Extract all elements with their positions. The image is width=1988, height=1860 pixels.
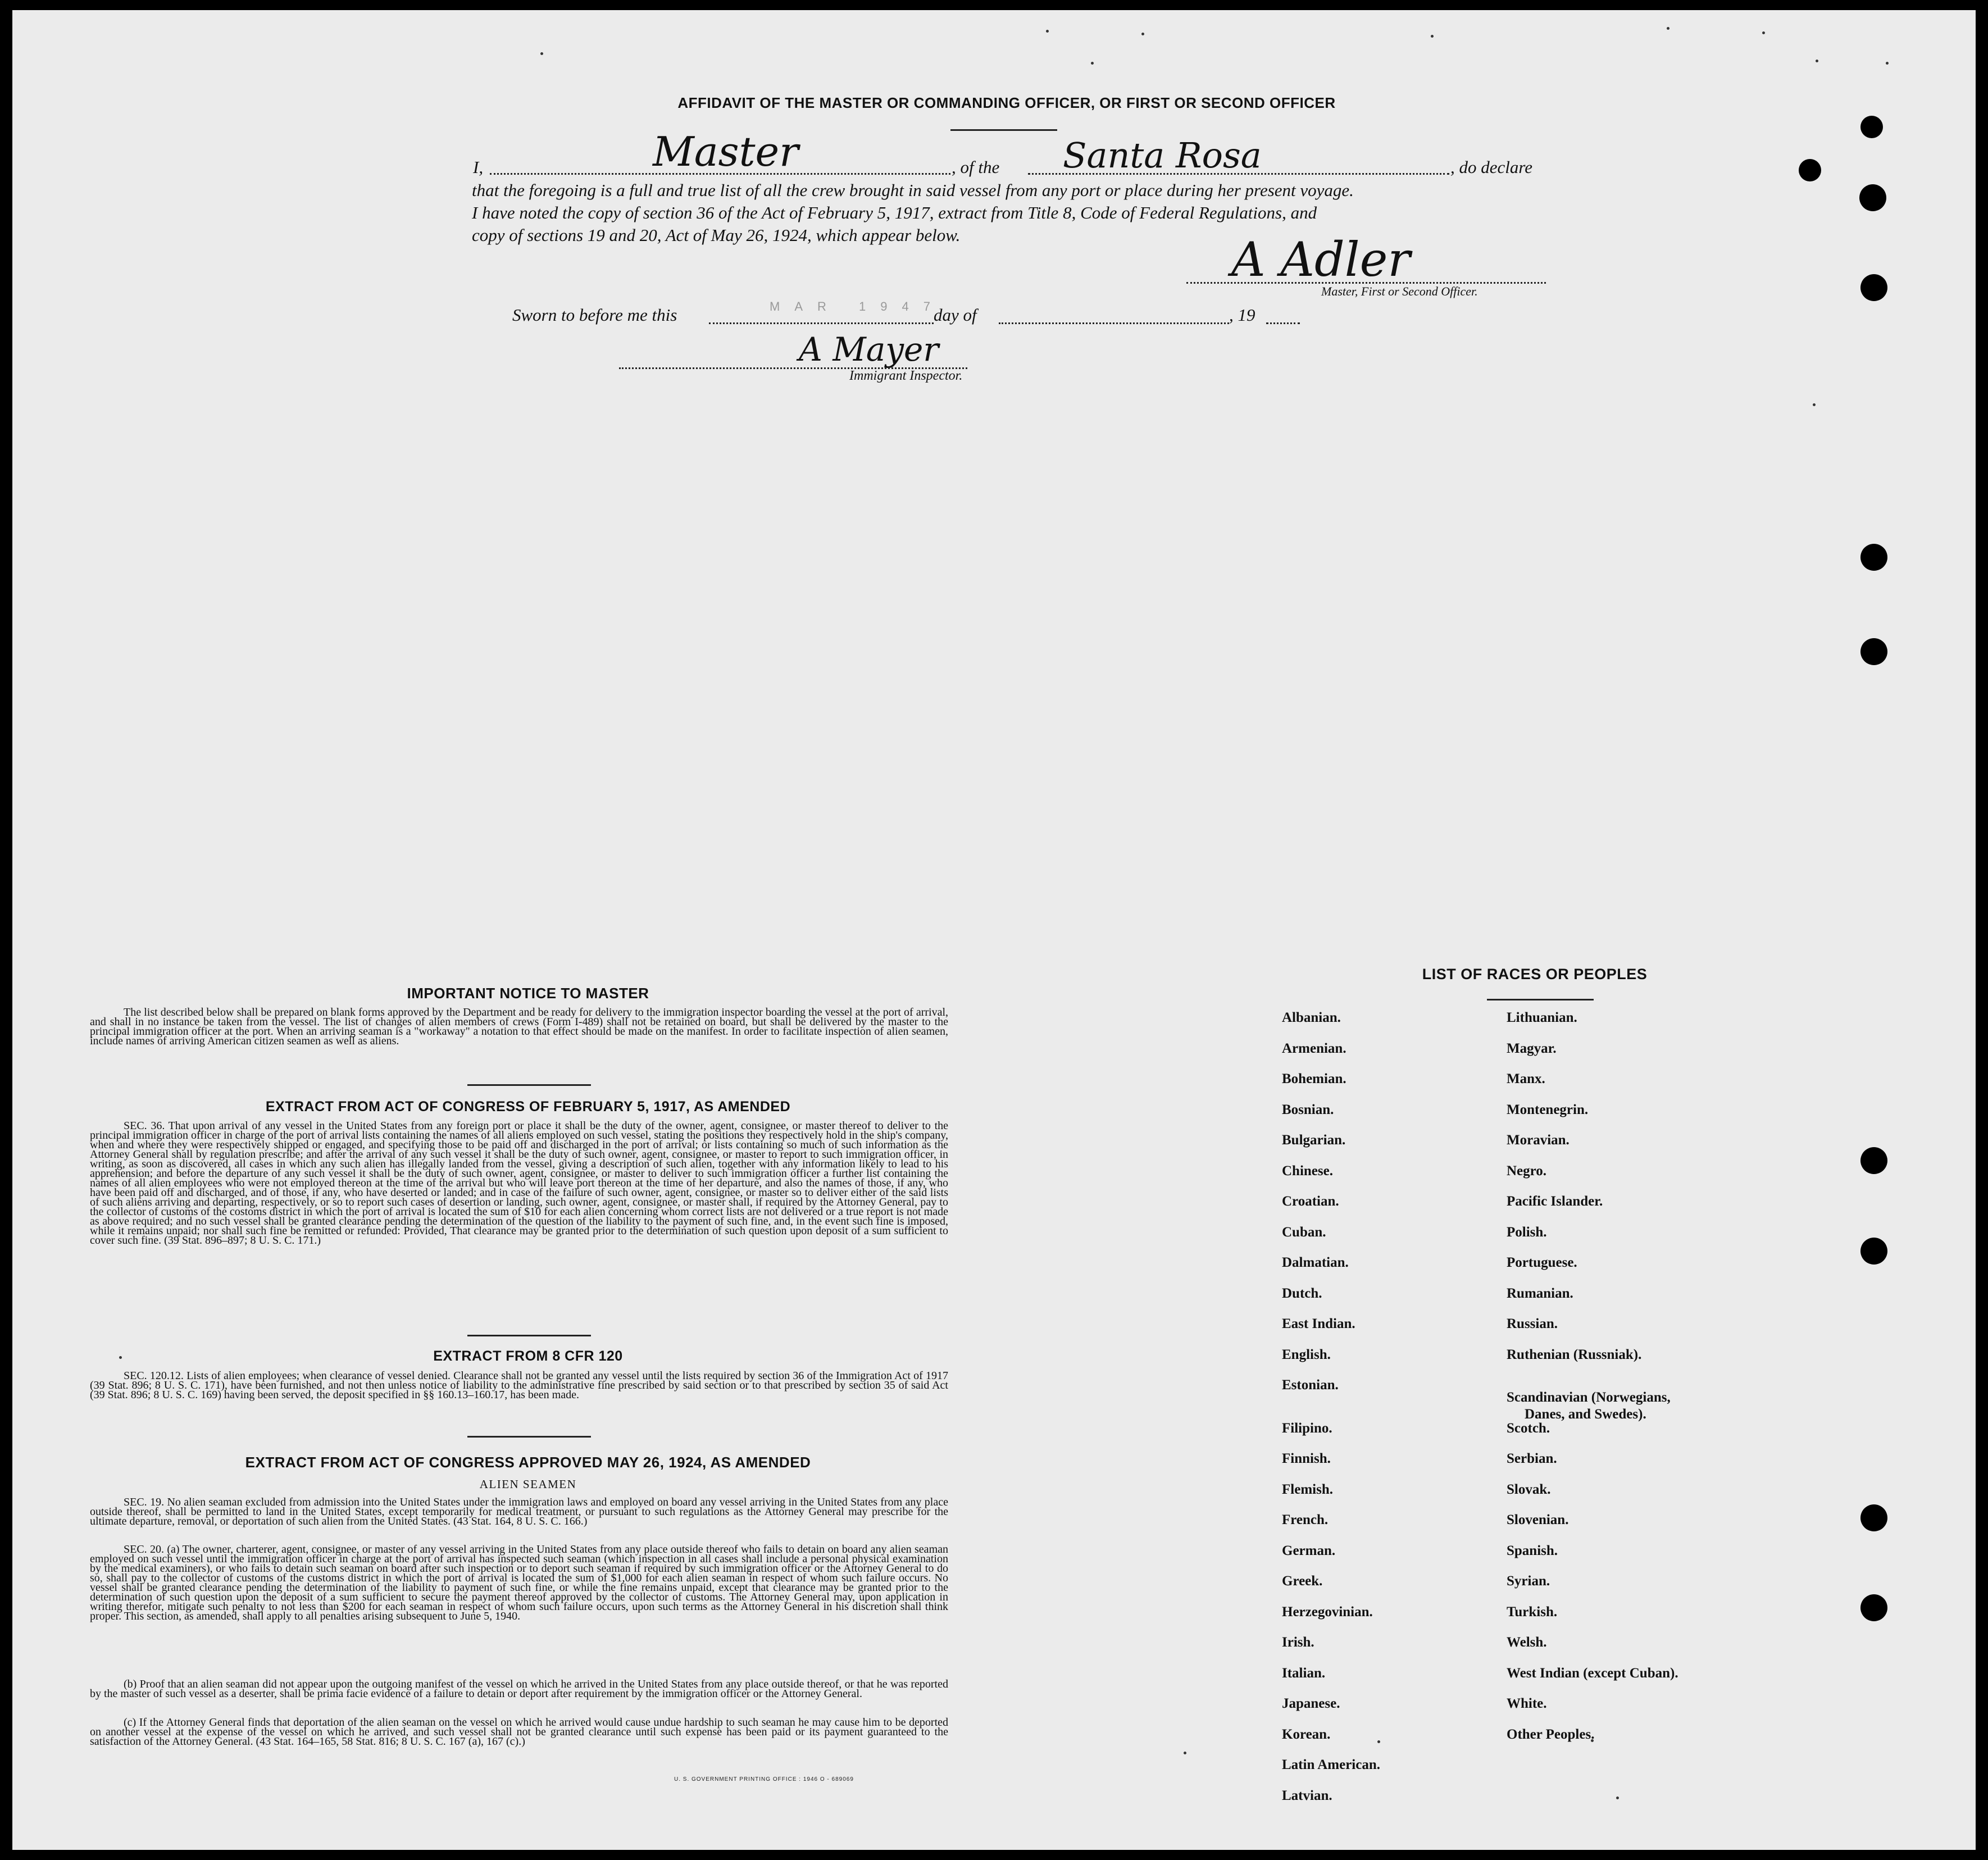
punch-hole: [1860, 1594, 1887, 1621]
printing-office-footer: U. S. GOVERNMENT PRINTING OFFICE : 1946 O - 689069: [674, 1776, 854, 1782]
speck: [1813, 403, 1816, 406]
punch-hole: [1860, 1238, 1887, 1265]
race-item-left: French.: [1282, 1512, 1329, 1527]
race-item-left: English.: [1282, 1347, 1331, 1362]
extract-1917-title: EXTRACT FROM ACT OF CONGRESS OF FEBRUARY 5, 1917, AS AMENDED: [265, 1099, 791, 1115]
race-item-left: Korean.: [1282, 1726, 1331, 1742]
race-item-right: Serbian.: [1507, 1451, 1557, 1466]
race-item-left: Latin American.: [1282, 1757, 1380, 1772]
speck: [1184, 1752, 1186, 1754]
race-item-left: Herzegovinian.: [1282, 1604, 1373, 1620]
punch-hole: [1860, 1147, 1887, 1174]
extract-1924-sec19: SEC. 19. No alien seaman excluded from admission into the United States under the immigration laws and employed on board any vessel arriving in the United States from any place outside thereof, shall be permitted to land in the United States, except temporarily for medical treatment, or pursuant to such regulations as the Attorney General may prescribe for the ultimate departure, removal, or deportation of such alien from the United States. (43 Stat. 164, 8 U. S. C. 166.): [90, 1496, 948, 1527]
speck: [1431, 35, 1434, 38]
race-item-right: Negro.: [1507, 1163, 1547, 1179]
speck: [1762, 31, 1765, 34]
race-item-left: Bulgarian.: [1282, 1133, 1346, 1148]
race-item-right: Lithuanian.: [1507, 1010, 1577, 1025]
race-item-left: Irish.: [1282, 1635, 1314, 1650]
notice-text: The list described below shall be prepared on blank forms approved by the Department and be ready for delivery to the immigration inspector boarding the vessel at the port of arrival, and shall in no instance be taken from the vessel. The list of changes of alien members of crews (Form I-489) shall not be retained on board, but shall be delivered by the master to the principal immigration officer at the port. When an arriving seaman is a "workaway" a notation to that effect should be made on the manifest. In order to facilitate inspection of alien seamen, include names of arriving American citizen seamen as well as aliens.: [90, 1006, 948, 1047]
race-item-right: Russian.: [1507, 1316, 1558, 1331]
extract-1924-subtitle: ALIEN SEAMEN: [479, 1477, 577, 1491]
race-item-right: Manx.: [1507, 1071, 1545, 1086]
speck: [540, 52, 543, 55]
punch-hole: [1799, 159, 1821, 181]
inspector-signature-handwritten: A Mayer: [799, 330, 939, 369]
race-item-right: Rumanian.: [1507, 1285, 1573, 1301]
race-item-left: Chinese.: [1282, 1163, 1333, 1179]
race-item-left: Armenian.: [1282, 1040, 1346, 1056]
punch-hole: [1860, 116, 1883, 138]
speck: [1816, 60, 1818, 62]
extract-cfr-text: SEC. 120.12. Lists of alien employees; when clearance of vessel denied. Clearance shall not be granted any vessel until the lists required by section 36 of the Immigration Act of 1917 (39 Stat. 896; 8 U. S. C. 171), have been furnished, and not then unless notice of liability to the administrative fine prescribed by said section or to that prescribed by section 35 of said Act (39 Stat. 896; 8 U. S. C. 169) having been served, the deposit specified in §§ 160.13–160.17, has been made.: [90, 1370, 948, 1401]
day-of-label: day of: [934, 305, 977, 325]
punch-hole: [1860, 274, 1887, 301]
punch-hole: [1860, 638, 1887, 665]
race-item-left: Cuban.: [1282, 1224, 1326, 1240]
race-item-left: Bosnian.: [1282, 1102, 1334, 1117]
races-title: LIST OF RACES OR PEOPLES: [1422, 966, 1648, 983]
race-item-right: Scandinavian (Norwegians,: [1507, 1390, 1671, 1405]
race-item-left: Bohemian.: [1282, 1071, 1346, 1086]
affidavit-title: AFFIDAVIT OF THE MASTER OR COMMANDING OFFICER, OR FIRST OR SECOND OFFICER: [677, 94, 1336, 111]
race-item-right: Scotch.: [1507, 1420, 1550, 1436]
race-item-left: Dalmatian.: [1282, 1255, 1349, 1270]
race-item-right: Slovenian.: [1507, 1512, 1569, 1527]
speck: [1141, 33, 1144, 35]
speck: [119, 1356, 122, 1359]
affidavit-body-line-3: copy of sections 19 and 20, Act of May 26, 1924, which appear below.: [472, 225, 961, 245]
master-signature-handwritten: A Adler: [1231, 232, 1411, 287]
master-name-handwritten: Master: [653, 128, 799, 175]
race-item-left: Finnish.: [1282, 1451, 1331, 1466]
extract-1924-sec20b: (b) Proof that an alien seaman did not appear upon the outgoing manifest of the vessel on which he arrived in the United States from any place outside thereof, or that he was reported by the master of such vessel as a deserter, shall be prima facie evidence of a failure to detain or deport after requirement by the immigration officer or the Attorney General.: [90, 1678, 948, 1700]
race-item-right: Magyar.: [1507, 1040, 1557, 1056]
race-item-left: Filipino.: [1282, 1420, 1332, 1436]
race-item-right: Polish.: [1507, 1224, 1547, 1240]
divider-1: [467, 1084, 591, 1086]
race-item-right: Montenegrin.: [1507, 1102, 1589, 1117]
race-item-left: Albanian.: [1282, 1010, 1341, 1025]
race-item-left: Japanese.: [1282, 1696, 1340, 1711]
speck: [1046, 30, 1049, 33]
race-item-right: Moravian.: [1507, 1133, 1570, 1148]
race-item-right: Danes, and Swedes).: [1525, 1407, 1646, 1422]
extract-cfr-title: EXTRACT FROM 8 CFR 120: [433, 1348, 623, 1364]
affidavit-body-line-2: I have noted the copy of section 36 of the Act of February 5, 1917, extract from Title 8, Code of Federal Regulations, and: [472, 203, 1317, 222]
race-item-right: West Indian (except Cuban).: [1507, 1665, 1678, 1681]
speck: [1377, 1740, 1380, 1743]
vessel-name-handwritten: Santa Rosa: [1063, 135, 1262, 176]
race-item-left: East Indian.: [1282, 1316, 1355, 1331]
race-item-left: Greek.: [1282, 1574, 1323, 1589]
year-line: [1266, 318, 1300, 324]
race-item-right: Syrian.: [1507, 1574, 1550, 1589]
race-item-left: Dutch.: [1282, 1285, 1322, 1301]
punch-hole: [1860, 1504, 1887, 1531]
race-item-right: Portuguese.: [1507, 1255, 1577, 1270]
race-item-left: German.: [1282, 1543, 1336, 1558]
extract-1917-text: SEC. 36. That upon arrival of any vessel in the United States from any foreign port or place it shall be the duty of the owner, agent, consignee, or master thereof to deliver to the principal immigration officer in charge of the port of arrival lists containing the names of all aliens employed on such vessel, stating the positions they respectively hold in the ship's company, when and where they were respectively shipped or engaged, and specifying those to be paid off and discharged in the port of arrival; or lists containing so much of such information as the Attorney General shall by regulation prescribe; and after the arrival of any such vessel it shall be the duty of such owner, agent, consignee, or master to report to such immigration officer, in writing, as soon as discovered, all cases in which any such alien has illegally landed from the vessel, giving a description of such alien, together with any information likely to lead to his apprehension; and before the departure of any such vessel it shall be the duty of such owner, agent, consignee, or master to deliver to such immigration officer a further list containing the names of all alien employees who were not employed thereon at the time of the arrival but who will leave port thereon at the time of her departure, and also the names of those, if any, who have been paid off and discharged, and of those, if any, who have deserted or landed; and in case of the failure of such owner, agent, consignee, or master so to deliver either of the said lists of such aliens arriving and departing, respectively, or so to report such cases of desertion or landing, such owner, agent, consignee, or master shall, if required by the Attorney General, pay to the collector of customs of the costoms district in which the port of arrival is located the sum of $10 for each alien concerning whom correct lists are not delivered or a true report is not made as above required; and no such vessel shall be granted clearance pending the determination of the question of the liability to the payment of such fine, and, in the event such fine is imposed, while it remains unpaid; nor shall such fine be remitted or refunded: Provided, That clearance may be granted prior to the determination of such question upon deposit of a sum sufficient to cover such fine. (39 Stat. 896–897; 8 U. S. C. 171.): [90, 1120, 948, 1247]
race-item-right: Ruthenian (Russniak).: [1507, 1347, 1642, 1362]
extract-1924-sec20c: (c) If the Attorney General finds that deportation of the alien seaman on the vessel on which he arrived would cause undue hardship to such seaman he may cause him to be deported on another vessel at the expense of the vessel on which he arrived, and such vessel shall not be granted clearance until such expense has been paid or its payment guaranteed to the satisfaction of the Attorney General. (43 Stat. 164–165, 58 Stat. 816; 8 U. S. C. 167 (a), 167 (c).): [90, 1716, 948, 1748]
inspector-caption: Immigrant Inspector.: [849, 369, 963, 383]
affidavit-of-the-label: , of the: [952, 157, 1000, 177]
speck: [1091, 62, 1094, 65]
race-item-right: Spanish.: [1507, 1543, 1558, 1558]
race-item-right: Welsh.: [1507, 1635, 1547, 1650]
do-declare-label: , do declare: [1450, 157, 1533, 177]
year-label: , 19: [1229, 305, 1255, 325]
document-page: [12, 10, 1976, 1850]
race-item-right: Slovak.: [1507, 1481, 1551, 1497]
speck: [1667, 27, 1669, 30]
race-item-right: White.: [1507, 1696, 1547, 1711]
divider-2: [467, 1335, 591, 1336]
master-signature-caption: Master, First or Second Officer.: [1321, 284, 1478, 298]
affidavit-i-label: I,: [473, 157, 484, 177]
race-item-right: Other Peoples.: [1507, 1726, 1595, 1742]
punch-hole: [1860, 544, 1887, 571]
sworn-date-line: [709, 318, 934, 324]
date-stamp: MAR 1947: [770, 299, 945, 313]
race-item-right: Pacific Islander.: [1507, 1194, 1603, 1209]
speck: [1616, 1797, 1619, 1799]
race-item-left: Flemish.: [1282, 1481, 1333, 1497]
speck: [1886, 62, 1889, 65]
races-divider: [1487, 999, 1594, 1001]
race-item-left: Croatian.: [1282, 1194, 1339, 1209]
notice-title: IMPORTANT NOTICE TO MASTER: [407, 985, 649, 1002]
extract-1924-sec20a: SEC. 20. (a) The owner, charterer, agent, consignee, or master of any vessel arriving in the United States from any place outside thereof who fails to detain on board any alien seaman employed on such vessel until the immigration officer in charge at the port of arrival has inspected such seaman (which inspection in all cases shall include a personal physical examination by the medical examiners), or who fails to detain such seaman on board after such inspection or to deport such seaman if required by such immigration officer or the Attorney General to do so, shall pay to the collector of customs of the customs district in which the port of arrival is located the sum of $1,000 for each alien seaman in respect of whom such failure occurs. No vessel shall be granted clearance pending the determination of the liability to payment of such fine, or while the fine remains unpaid, except that clearance may be granted prior to the determination of such question upon the deposit of a sum sufficient to secure the payment thereof approved by the collector of customs. The Attorney General may, upon application in writing therefor, mitigate such penalty to not less than $200 for each seaman in respect of whom such failure occurs, upon such terms as the Attorney General in his discretion shall think proper. This section, as amended, shall apply to all penalties arising subsequent to June 5, 1940.: [90, 1543, 948, 1622]
title-divider: [950, 129, 1057, 131]
race-item-left: Italian.: [1282, 1665, 1326, 1681]
divider-3: [467, 1436, 591, 1438]
sworn-label: Sworn to before me this: [512, 305, 677, 325]
punch-hole: [1859, 184, 1886, 211]
master-signature-line: [1186, 279, 1546, 284]
race-item-left: Estonian.: [1282, 1377, 1339, 1393]
month-line: [999, 318, 1229, 324]
extract-1924-title: EXTRACT FROM ACT OF CONGRESS APPROVED MAY 26, 1924, AS AMENDED: [245, 1454, 811, 1471]
race-item-right: Turkish.: [1507, 1604, 1558, 1620]
affidavit-body-line-1: that the foregoing is a full and true list of all the crew brought in said vessel from any port or place during her present voyage.: [472, 180, 1354, 200]
race-item-left: Latvian.: [1282, 1788, 1332, 1803]
